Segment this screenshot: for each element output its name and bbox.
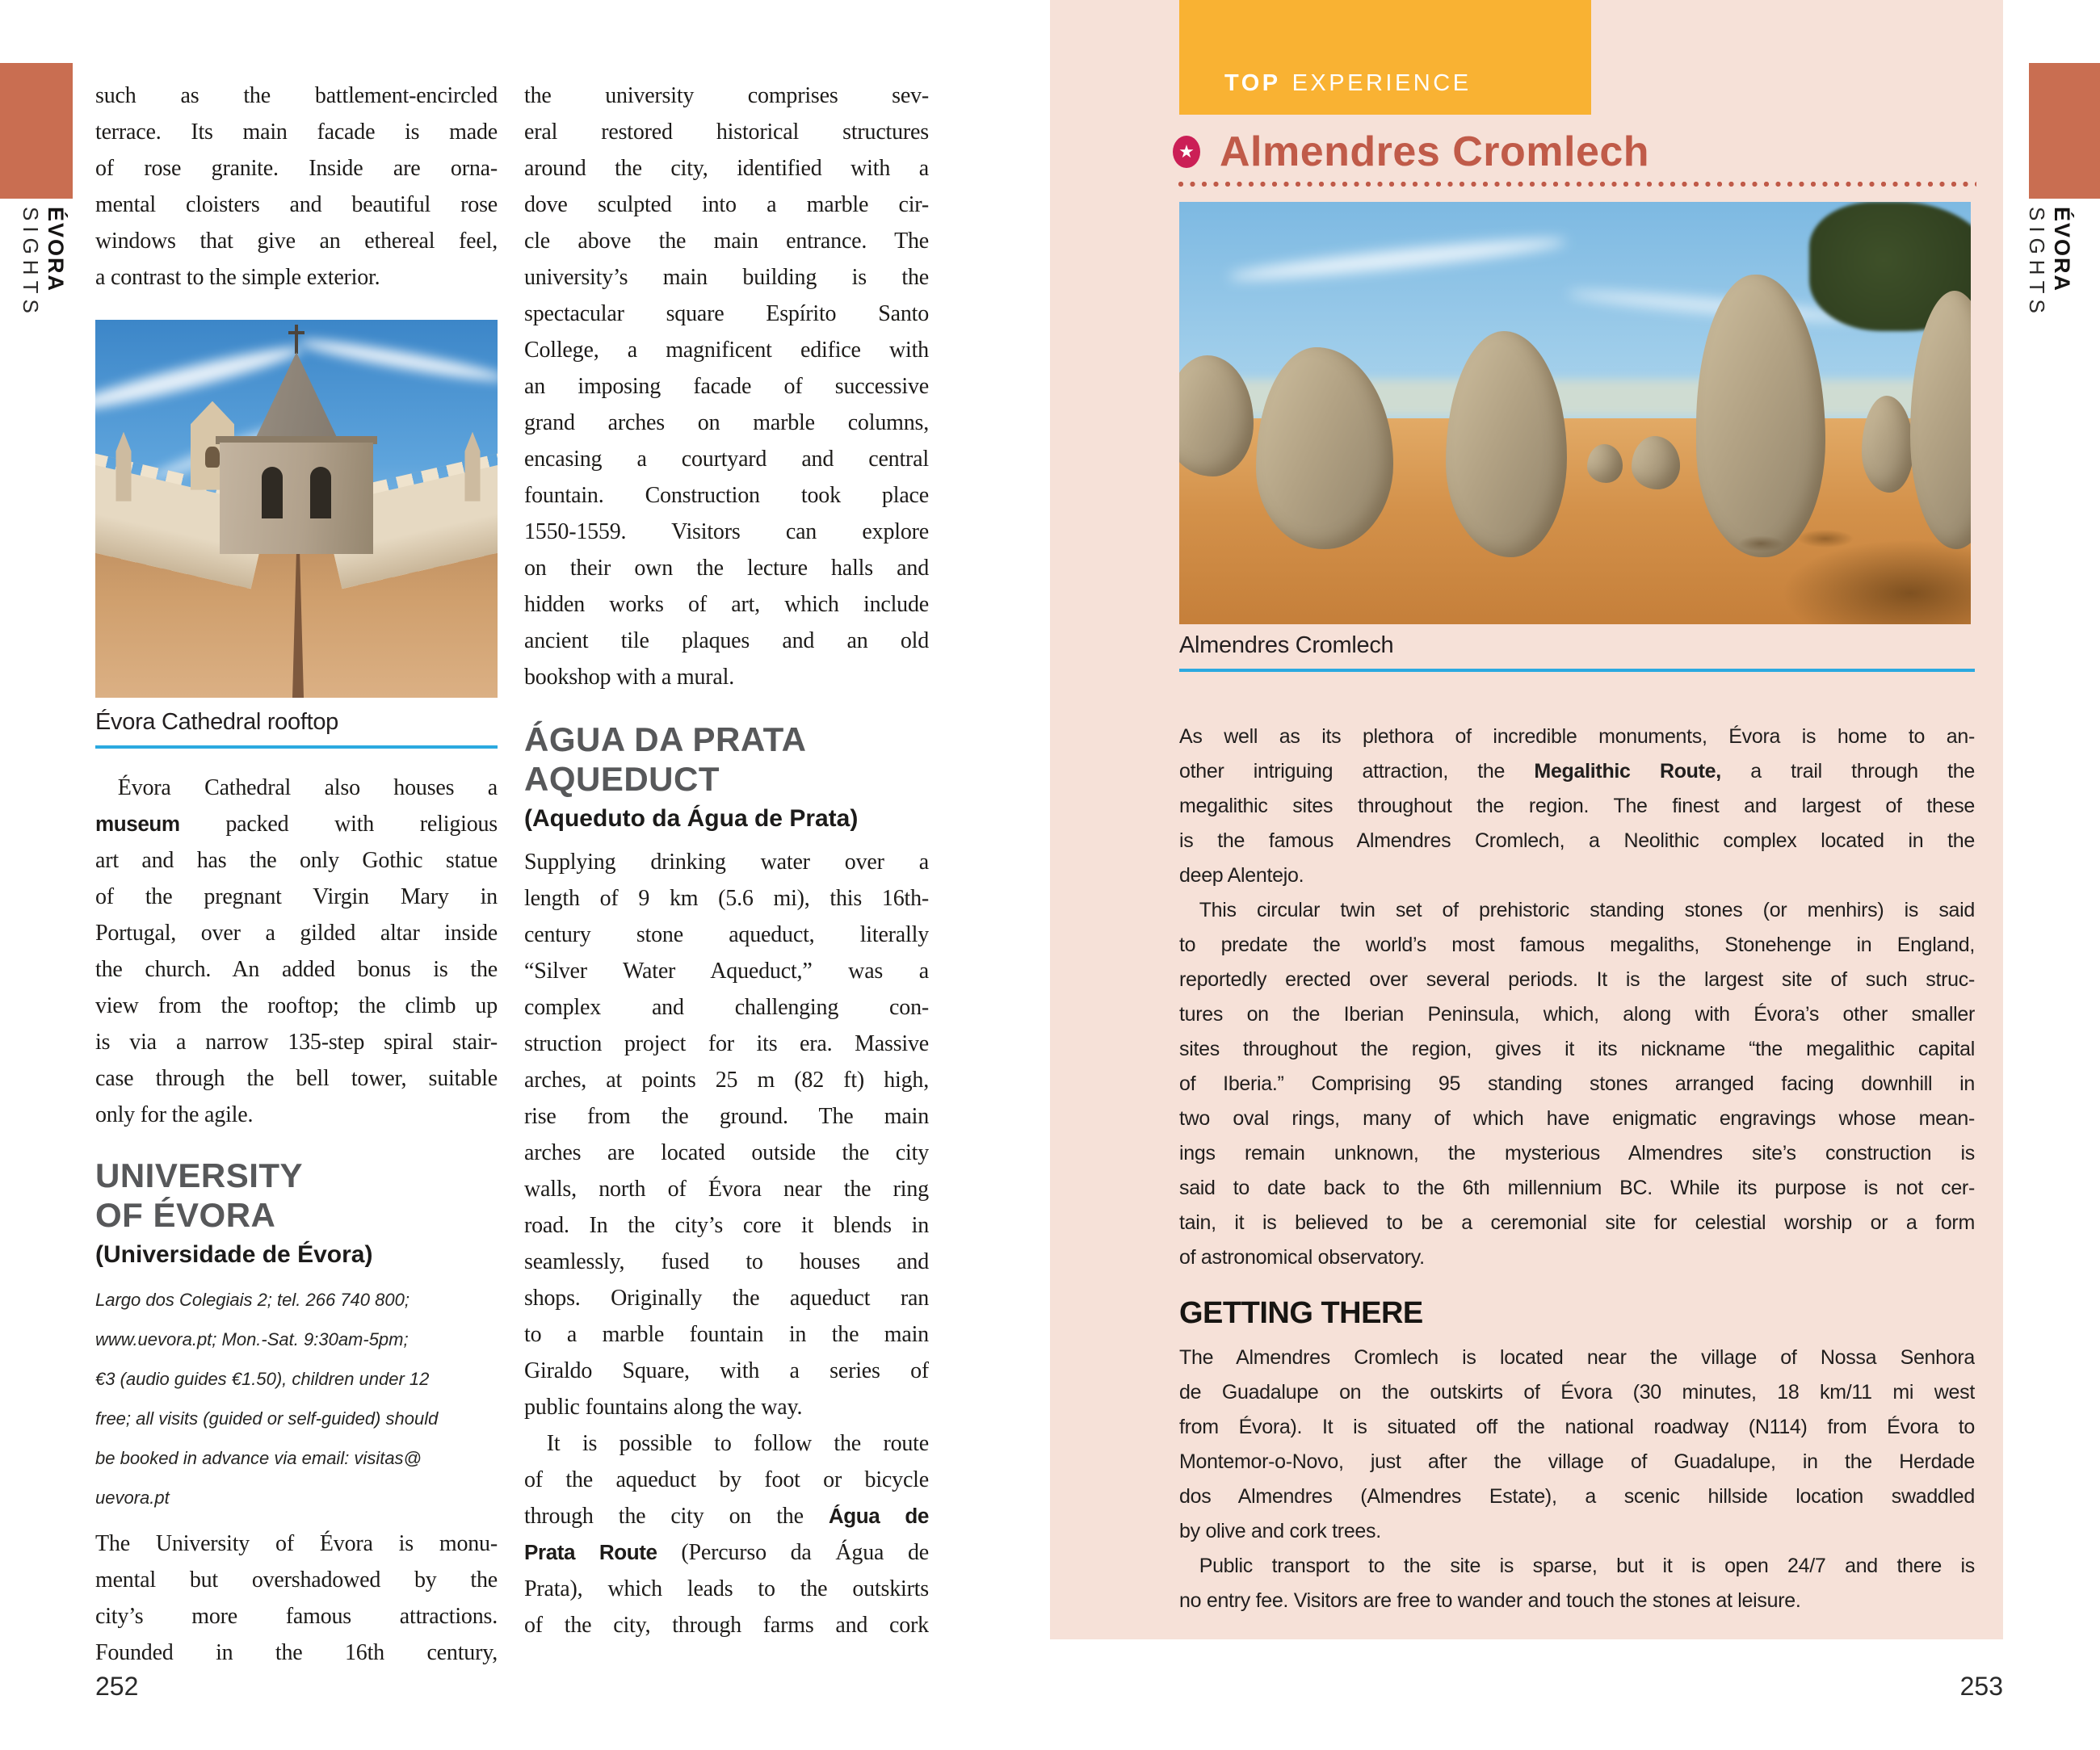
top-experience-badge <box>1179 0 1591 115</box>
sidebar-section-label: SIGHTS <box>19 207 43 319</box>
tower-window <box>262 467 283 518</box>
dotted-divider <box>1175 181 1976 187</box>
tower-body <box>220 443 373 554</box>
almendres-cromlech-photo <box>1179 202 1971 624</box>
badge-rest: EXPERIENCE <box>1292 70 1472 96</box>
photo-caption-block <box>1179 632 1975 672</box>
sidebar-right <box>2019 207 2074 319</box>
photo-caption: Almendres Cromlech <box>1179 632 1394 658</box>
cathedral-lantern-tower <box>212 352 381 554</box>
getting-there-paragraphs: The Almendres Cromlech is located near the village of Nossa Senhora de Guadalupe on the outskirts of Évora (30 minutes, 18 km/11 mi west from Évora). It is situated off the national roadway (N114) from Évora to Montemor-o-Novo, just after the village of Guadalupe, in the Herdade dos Almendres (Almendres Estate), a scenic hillside location swaddled by olive and cork trees. Public transport to the site is sparse, but it is open 24/7 and there is no entry fee. Visitors are free to wander and touch the stones at leisure. <box>1179 1346 1975 1612</box>
university-continued-paragraph: the university comprises sev- eral restored historical structures around the city, identified with a dove sculpted into a marble cir- cle above the main entrance. The university’s main building is the spectacular square Espírito Santo College, a magnificent edifice with an imposing facade of successive grand arches on marble columns, encasing a courtyard and central fountain. Construction took place 1550-1559. Visitors can explore on their own the lecture halls and hidden works of art, which include ancient tile plaques and an old bookshop with a mural. <box>524 83 929 690</box>
margin-accent-left <box>0 63 73 199</box>
top-experience-panel <box>1050 0 2003 1639</box>
cross-finial <box>295 325 298 354</box>
sidebar-left <box>13 207 68 319</box>
evora-cathedral-photo <box>95 320 498 698</box>
subheading-universidade: (Universidade de Évora) <box>95 1241 373 1268</box>
heading-university-of-evora: UNIVERSITY OF ÉVORA <box>95 1156 304 1234</box>
heading-getting-there: GETTING THERE <box>1179 1296 1423 1330</box>
page-number-left: 252 <box>95 1672 139 1701</box>
sidebar-region-label: ÉVORA <box>2050 207 2074 293</box>
tower-spire <box>236 352 357 449</box>
aqueduct-paragraphs: Supplying drinking water over a length of 9 km (5.6 mi), this 16th- century stone aqueduct, literally “Silver Water Aqueduct,” was a complex and challenging con- struction project for its era. Massive arches, at points 25 m (82 ft) high, rise from the ground. The main arches are located outside the city walls, north of Évora near the ring road. In the city’s core it blends in seamlessly, fused to houses and shops. Originally the aqueduct ran to a marble fountain in the main Giraldo Square, with a series of public fountains along the way. It is possible to follow the route of the aqueduct by foot or bicycle through the city on the Água de Prata Route (Percurso da Água de Prata), which leads to the outskirts of the city, through farms and cork <box>524 850 929 1638</box>
museum-paragraph: Évora Cathedral also houses a museum packed with religious art and has the only Gothic statue of the pregnant Virgin Mary in Portugal, over a gilded altar inside the church. An added bonus is the view from the rooftop; the climb up is via a narrow 135-step spiral stair- case through the bell tower, suitable only for the agile. <box>95 775 498 1127</box>
sidebar-region-label: ÉVORA <box>44 207 68 293</box>
feature-body <box>1179 720 1975 1618</box>
feature-title-row <box>1173 128 1649 176</box>
caption-rule-wrap <box>1179 632 1975 672</box>
photo-caption-block <box>95 709 498 749</box>
page-number-right: 253 <box>1959 1672 2003 1701</box>
star-icon: ★ <box>1173 136 1200 168</box>
intro-paragraph: such as the battlement-encircled terrace. Its main facade is made of rose granite. Inside are orna- mental cloisters and beautiful rose windows that give an ethereal feel, a contrast to the simple exterior. <box>95 83 498 290</box>
subheading-aqueduto: (Aqueduto da Água de Prata) <box>524 805 859 832</box>
margin-accent-right <box>2029 63 2100 199</box>
feature-intro-paragraphs: As well as its plethora of incredible monuments, Évora is home to an- other intriguing attraction, the Megalithic Route, a trail through the megalithic sites throughout the region. The finest and largest of these is the famous Almendres Cromlech, a Neolithic complex located in the deep Alentejo. This circular twin set of prehistoric standing stones (or menhirs) is said to predate the world’s most famous megaliths, Stonehenge in England, reportedly erected over several periods. It is the largest site of such struc- tures on the Iberian Peninsula, which, along with Évora’s other smaller sites throughout the region, gives it its nickname “the megalithic capital of Iberia.” Comprising 95 standing stones arranged facing downhill in two oval rings, many of which have enigmatic engravings whose mean- ings remain unknown, the mysterious Almendres site’s construction is said to date back to the 6th millennium BC. While its purpose is not cer- tain, it is believed to be a ceremonial site for celestial worship or a form of astronomical observatory. <box>1179 725 1975 1269</box>
heading-agua-da-prata: ÁGUA DA PRATA AQUEDUCT <box>524 720 807 798</box>
standing-stone <box>1587 444 1623 483</box>
left-column-2 <box>524 78 929 1643</box>
left-column-1 <box>95 78 498 1671</box>
feature-title: Almendres Cromlech <box>1220 128 1650 175</box>
university-paragraph: The University of Évora is monu- mental but overshadowed by the city’s more famous attractions. Founded in the 16th century, <box>95 1531 498 1665</box>
visitor-details: Largo dos Colegiais 2; tel. 266 740 800; www.uevora.pt; Mon.-Sat. 9:30am-5pm; €3 (audio guides €1.50), children under 12 free; all visits (guided or self-guided) should be booked in advance via email: visitas@ uevora.pt <box>95 1290 439 1508</box>
sidebar-section-label: SIGHTS <box>2025 207 2049 319</box>
photo-caption: Évora Cathedral rooftop <box>95 709 338 735</box>
badge-emphasis: TOP <box>1224 70 1281 96</box>
tower-window <box>310 467 331 518</box>
dappled-shadow <box>1712 519 1874 568</box>
